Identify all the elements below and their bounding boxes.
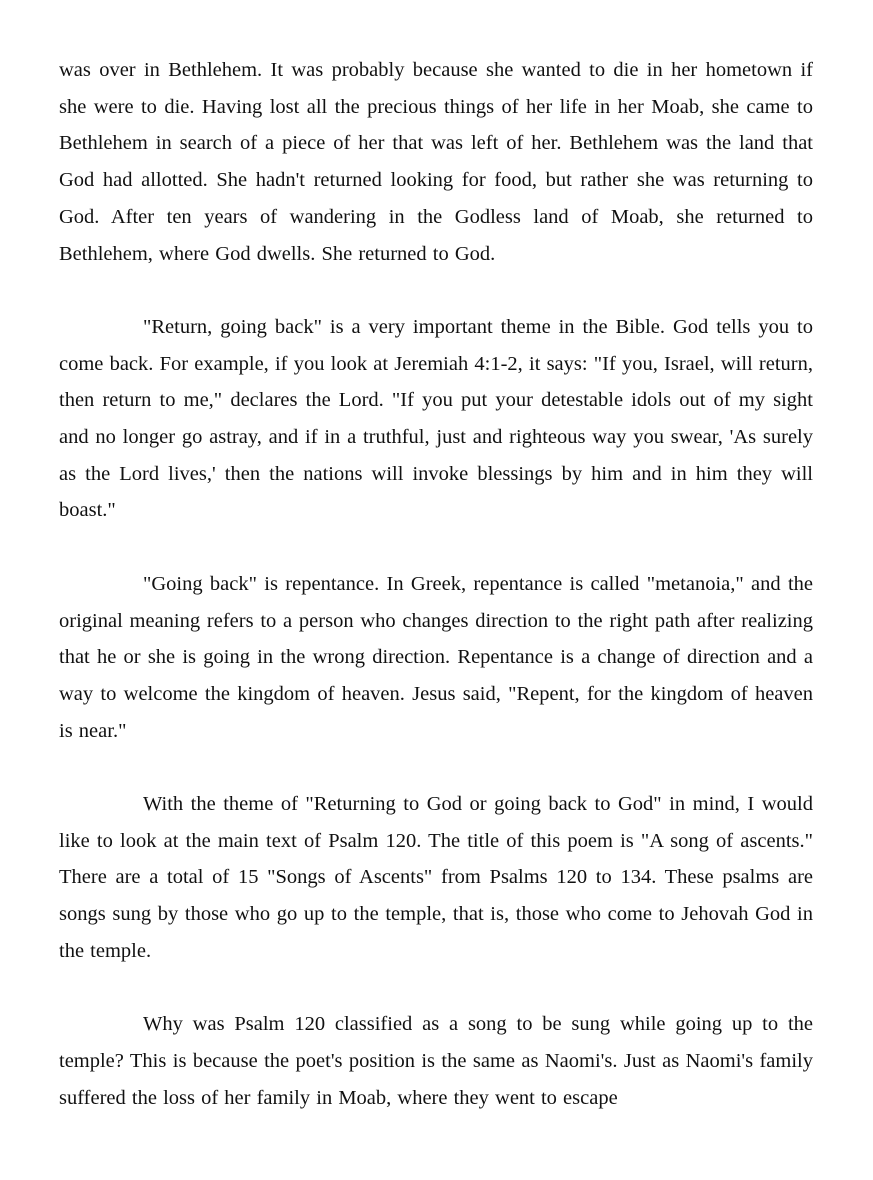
paragraph-psalm-120-question: Why was Psalm 120 classified as a song to be sung while going up to the temple? This is because the poet's position is the same as Naomi's. Just as Naomi's family suffered the loss of her family in Moab, where they went to escape xyxy=(59,1013,813,1109)
document-page xyxy=(59,52,813,1116)
paragraph-psalm-120-intro: With the theme of "Returning to God or going back to God" in mind, I would like to look at the main text of Psalm 120. The title of this poem is "A song of ascents." There are a total of 15 "Songs of Ascents" from Psalms 120 to 134. These psalms are songs sung by those who go up to the temple, that is, those who come to Jehovah God in the temple. xyxy=(59,793,813,962)
paragraph-continuation: was over in Bethlehem. It was probably because she wanted to die in her hometown if she were to die. Having lost all the precious things of her life in her Moab, she came to Bethlehem in search of a piece of her that was left of her. Bethlehem was the land that God had allotted. She hadn't returned looking for food, but rather she was returning to God. After ten years of wandering in the Godless land of Moab, she returned to Bethlehem, where God dwells. She returned to God. xyxy=(59,59,813,265)
paragraph-repentance: "Going back" is repentance. In Greek, repentance is called "metanoia," and the original meaning refers to a person who changes direction to the right path after realizing that he or she is going in the wrong direction. Repentance is a change of direction and a way to welcome the kingdom of heaven. Jesus said, "Repent, for the kingdom of heaven is near." xyxy=(59,572,813,742)
paragraph-return-theme: "Return, going back" is a very important theme in the Bible. God tells you to come back. For example, if you look at Jeremiah 4:1-2, it says: "If you, Israel, will return, then return to me," declares the Lord. "If you put your detestable idols out of my sight and no longer go astray, and if in a truthful, just and righteous way you swear, 'As surely as the Lord lives,' then the nations will invoke blessings by him and in him they will boast." xyxy=(59,315,813,522)
